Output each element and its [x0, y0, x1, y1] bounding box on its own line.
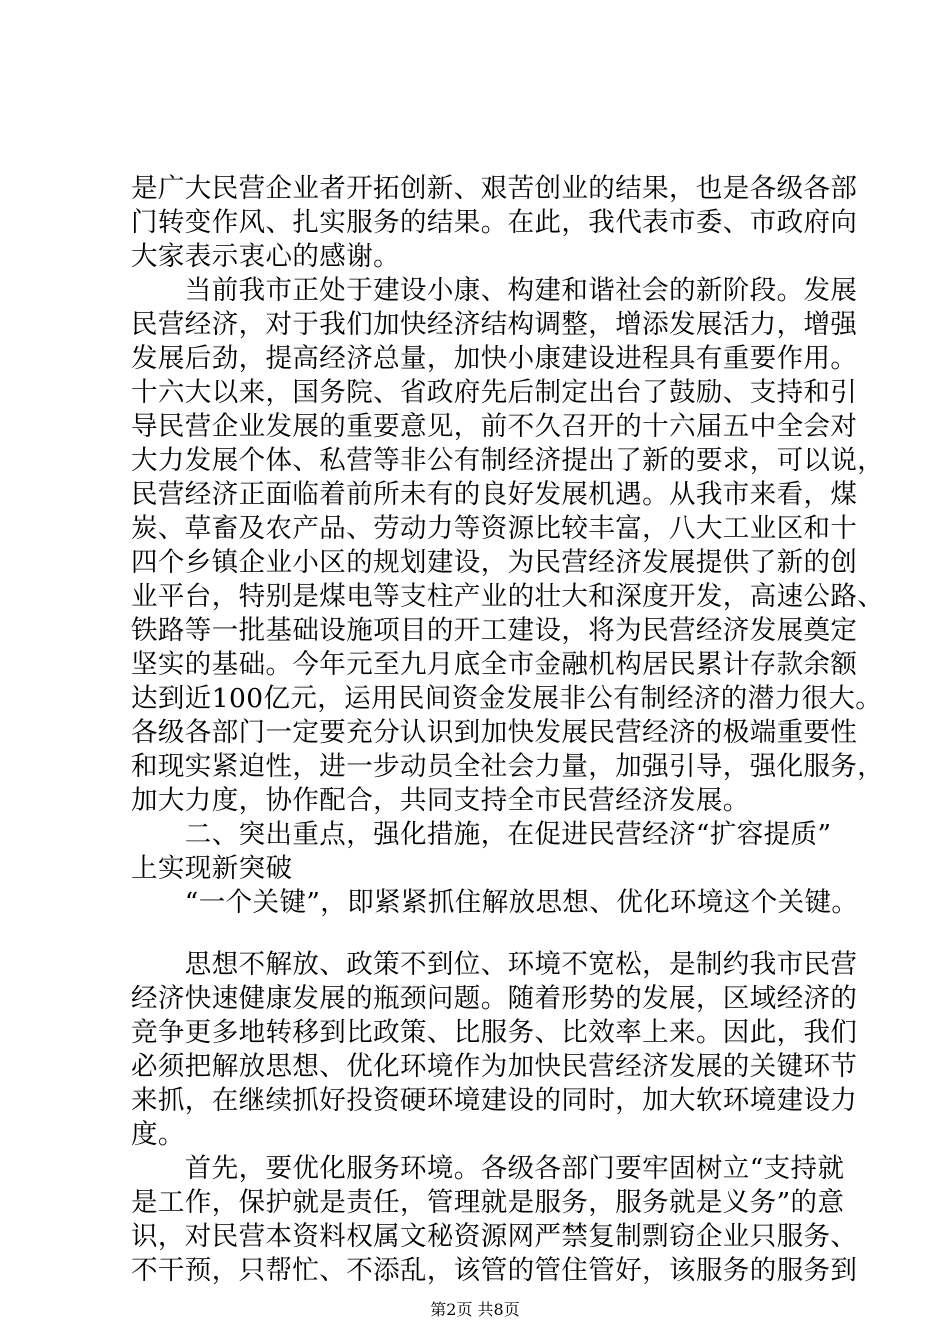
- body-text-line: 门转变作风、扎实服务的结果。在此，我代表市委、市政府向: [131, 207, 858, 238]
- body-text-line: 来抓，在继续抓好投资硬环境建设的同时，加大软环境建设力: [131, 1085, 858, 1116]
- body-text-line: 导民营企业发展的重要意见，前不久召开的十六届五中全会对: [131, 411, 858, 442]
- body-text-line: 不干预，只帮忙、不添乱，该管的管住管好，该服务的服务到: [131, 1255, 858, 1286]
- body-text-line: 炭、草畜及农产品、劳动力等资源比较丰富，八大工业区和十: [131, 513, 858, 544]
- body-text-line: 必须把解放思想、优化环境作为加快民营经济发展的关键环节: [131, 1051, 858, 1082]
- body-text-line: 当前我市正处于建设小康、构建和谐社会的新阶段。发展: [131, 275, 858, 306]
- body-text-line: 铁路等一批基础设施项目的开工建设，将为民营经济发展奠定: [131, 615, 858, 646]
- body-text-line: 和现实紧迫性，进一步动员全社会力量，加强引导，强化服务，: [131, 751, 885, 782]
- body-text-line: 民营经济正面临着前所未有的良好发展机遇。从我市来看，煤: [131, 479, 858, 510]
- body-text-line: 首先，要优化服务环境。各级各部门要牢固树立“支持就: [131, 1153, 845, 1184]
- body-text-line: 民营经济，对于我们加快经济结构调整，增添发展活力，增强: [131, 309, 858, 340]
- page-number-footer: 第2页 共8页: [430, 1300, 520, 1319]
- body-text-line: 各级各部门一定要充分认识到加快发展民营经济的极端重要性: [131, 717, 858, 748]
- body-text-line: 大家表示衷心的感谢。: [131, 241, 400, 272]
- body-text-line: 是广大民营企业者开拓创新、艰苦创业的结果，也是各级各部: [131, 173, 858, 204]
- body-text-line: 达到近100亿元，运用民间资金发展非公有制经济的潜力很大。: [131, 683, 883, 714]
- body-text-line: 业平台，特别是煤电等支柱产业的壮大和深度开发，高速公路、: [131, 581, 885, 612]
- body-text-line: 思想不解放、政策不到位、环境不宽松，是制约我市民营: [131, 949, 858, 980]
- body-text-line: 是工作，保护就是责任，管理就是服务，服务就是义务”的意: [131, 1187, 845, 1218]
- body-text-line: 坚实的基础。今年元至九月底全市金融机构居民累计存款余额: [131, 649, 858, 680]
- body-text-line: 十六大以来，国务院、省政府先后制定出台了鼓励、支持和引: [131, 377, 858, 408]
- body-text-line: 四个乡镇企业小区的规划建设，为民营经济发展提供了新的创: [131, 547, 858, 578]
- section-heading-line: 上实现新突破: [131, 853, 293, 884]
- body-text-line: 识，对民营本资料权属文秘资源网严禁复制剽窃企业只服务、: [131, 1221, 858, 1252]
- body-text-line: 大力发展个体、私营等非公有制经济提出了新的要求，可以说，: [131, 445, 885, 476]
- body-text-line: 度。: [131, 1119, 185, 1150]
- body-text-line: 加大力度，协作配合，共同支持全市民营经济发展。: [131, 785, 750, 816]
- body-text-line: 经济快速健康发展的瓶颈问题。随着形势的发展，区域经济的: [131, 983, 858, 1014]
- body-text-line: 竞争更多地转移到比政策、比服务、比效率上来。因此，我们: [131, 1017, 858, 1048]
- body-text-line: “一个关键”，即紧紧抓住解放思想、优化环境这个关键。: [131, 887, 859, 918]
- body-text-line: 发展后劲，提高经济总量，加快小康建设进程具有重要作用。: [131, 343, 858, 374]
- section-heading-line: 二、突出重点，强化措施，在促进民营经济“扩容提质”: [131, 819, 832, 850]
